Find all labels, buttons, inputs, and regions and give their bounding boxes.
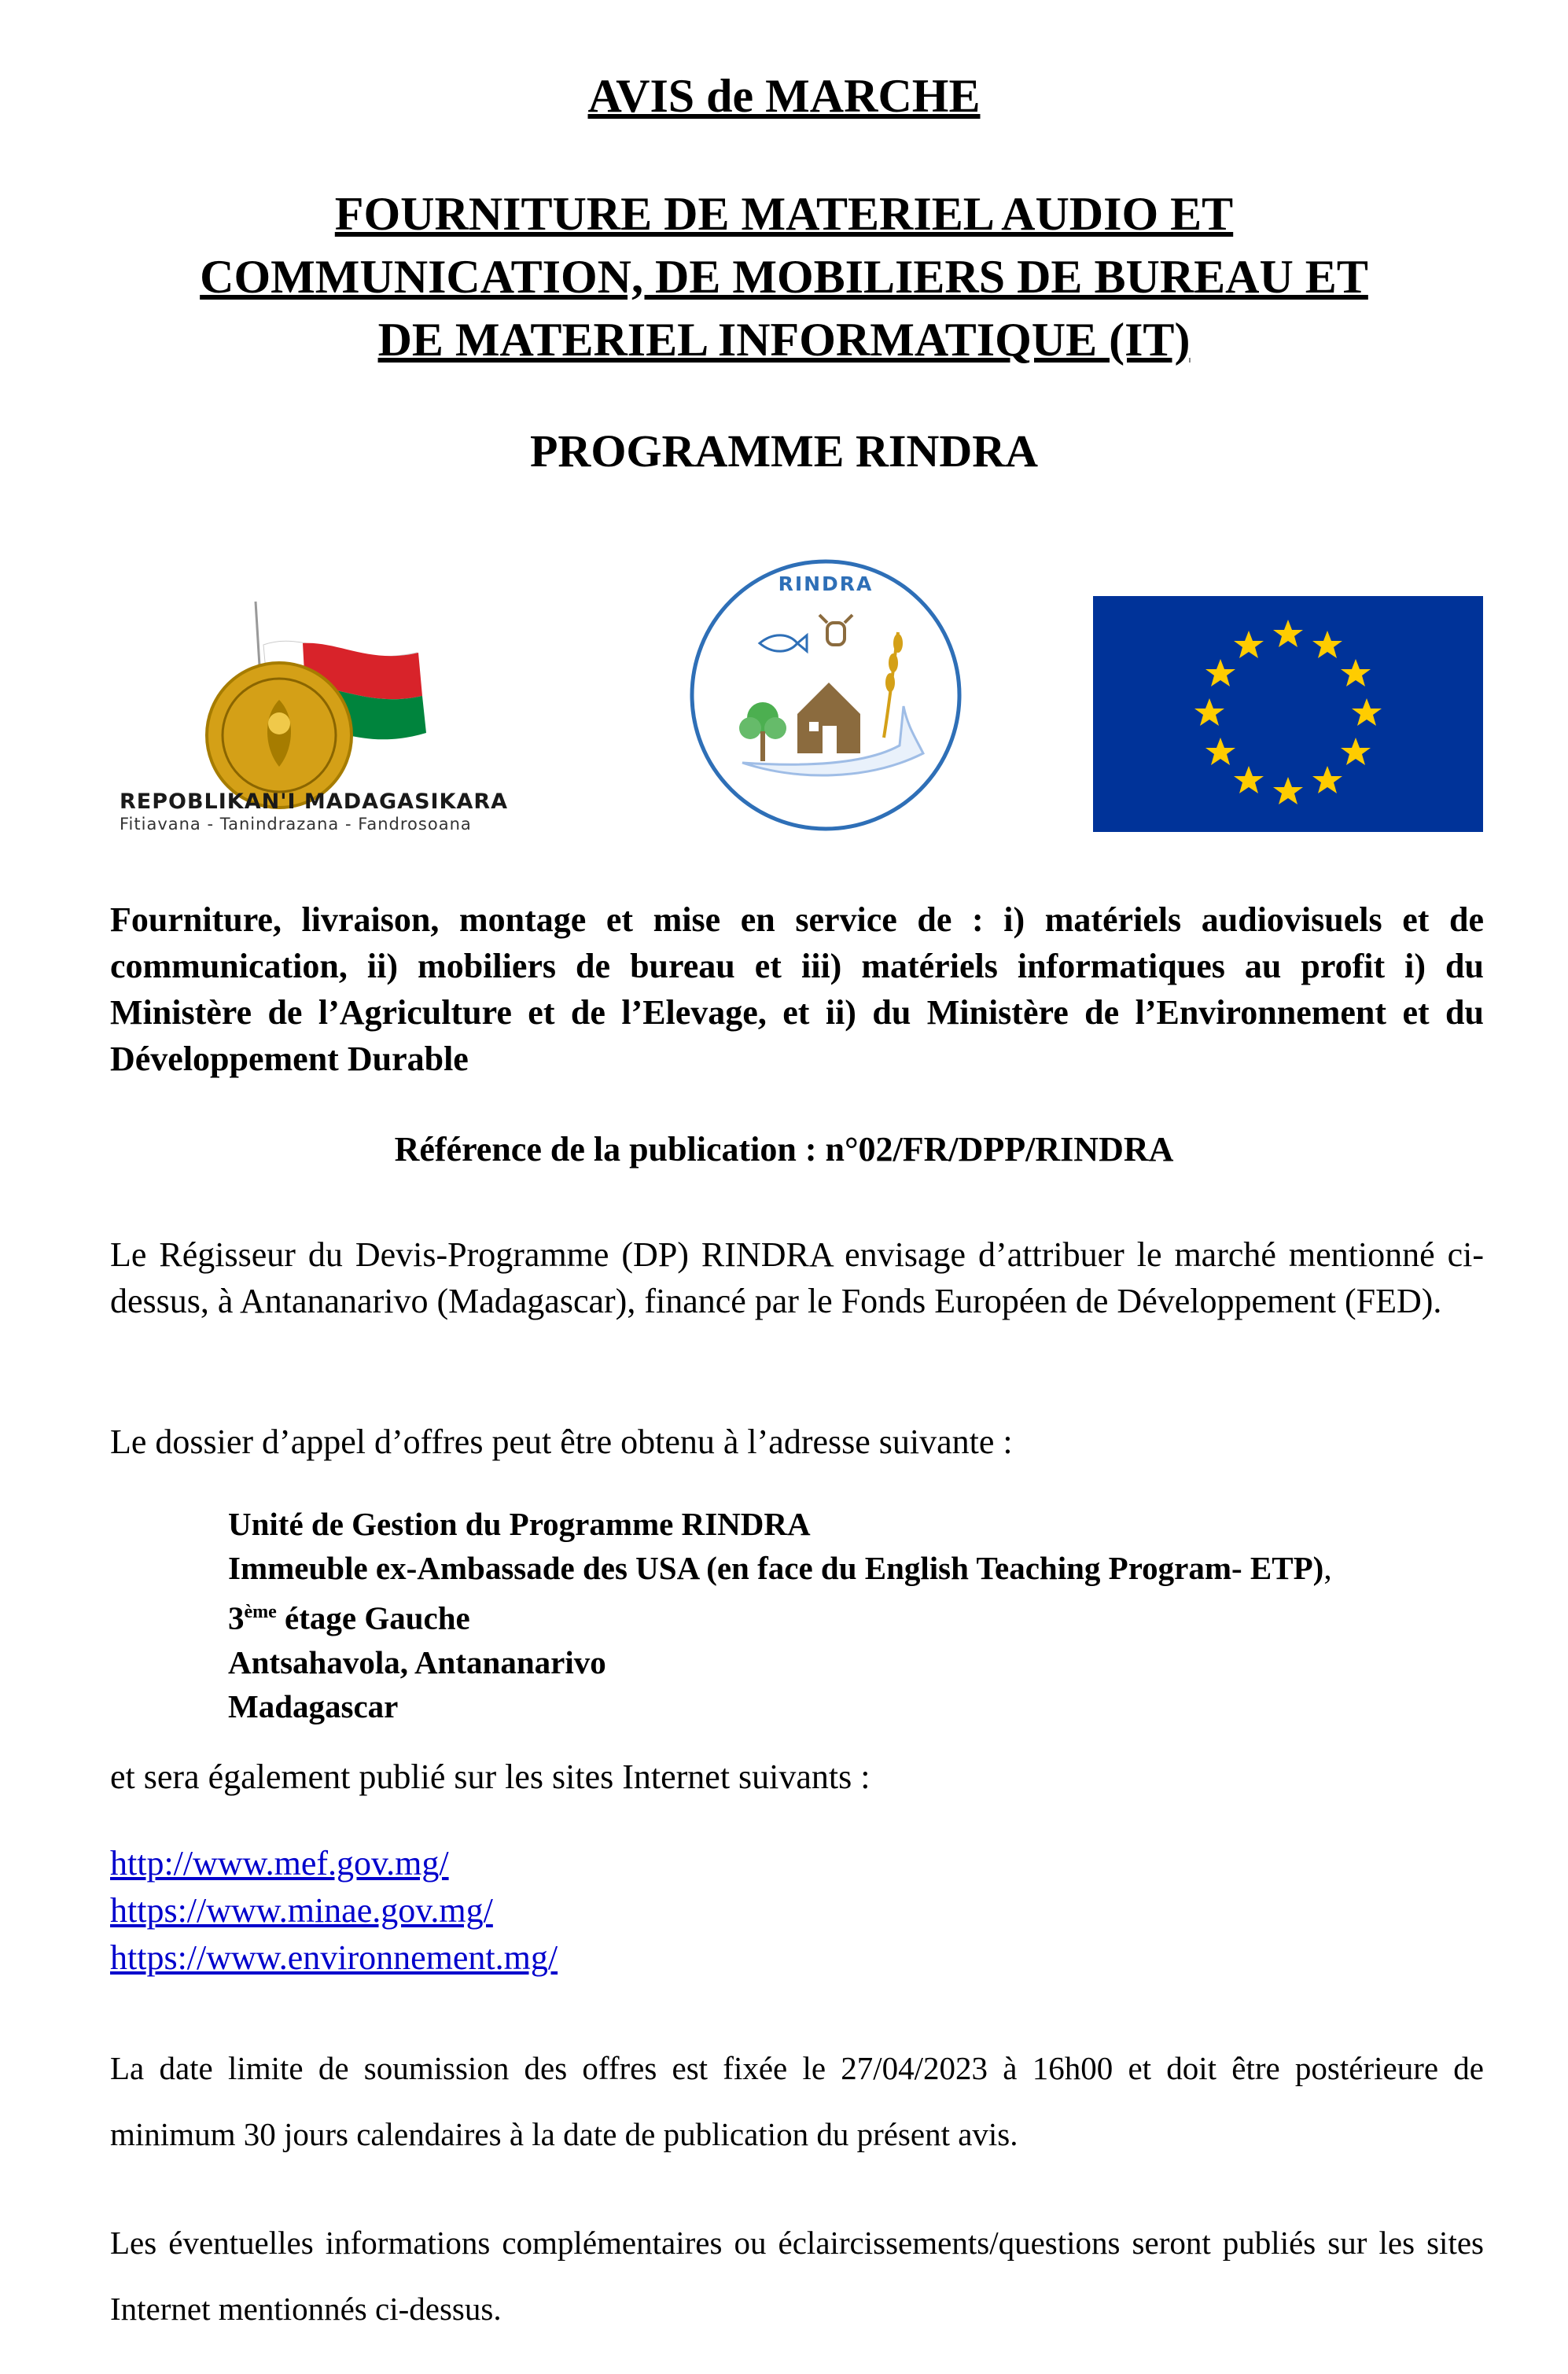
link-minae[interactable]: https://www.minae.gov.mg/: [110, 1891, 493, 1930]
rindra-label: RINDRA: [778, 572, 874, 595]
address-floor-sup: ème: [244, 1602, 277, 1622]
eu-stars-icon: [1093, 596, 1483, 832]
subject-line-1: FOURNITURE DE MATERIEL AUDIO ET: [334, 188, 1234, 240]
address-line-3: [228, 1590, 1332, 1640]
dossier-intro: Le dossier d’appel d’offres peut être obtenu à l’adresse suivante :: [110, 1423, 1013, 1461]
rindra-logo: [687, 557, 964, 834]
madagascar-logo: [110, 598, 535, 841]
address-line-2-comma: ,: [1323, 1550, 1332, 1586]
notice-title: AVIS de MARCHE: [587, 70, 981, 122]
address-line-2-text: Immeuble ex-Ambassade des USA (en face du English Teaching Program- ETP): [228, 1550, 1324, 1586]
publication-reference: Référence de la publication : n°02/FR/DPP/RINDRA: [394, 1130, 1174, 1169]
description: Fourniture, livraison, montage et mise en service de : i) matériels audiovisuels et de communication, ii) mobiliers de bureau et iii) matériels informatiques au profit i) du Ministère de l’Agriculture et de l’Elevage, et ii) du Ministère de l’Environnement et du Développement Durable: [110, 900, 1484, 1078]
web-intro: et sera également publié sur les sites Internet suivants :: [110, 1757, 870, 1796]
deadline-paragraph: La date limite de soumission des offres est fixée le 27/04/2023 à 16h00 et doit être postérieure de minimum 30 jours calendaires à la date de publication du présent avis.: [110, 2050, 1484, 2152]
address-line-5: Madagascar: [228, 1688, 399, 1724]
link-environnement[interactable]: https://www.environnement.mg/: [110, 1938, 558, 1977]
notice-subject: [0, 182, 1568, 371]
closing-paragraph: Les éventuelles informations complémentaires ou éclaircissements/questions seront publiés sur les sites Internet mentionnés ci-dessus.: [110, 2225, 1484, 2327]
programme-heading: PROGRAMME RINDRA: [530, 425, 1038, 477]
subject-line-2: COMMUNICATION, DE MOBILIERS DE BUREAU ET: [200, 251, 1368, 303]
intro-paragraph: Le Régisseur du Devis-Programme (DP) RINDRA envisage d’attribuer le marché mentionné ci-dessus, à Antananarivo (Madagascar), financé par le Fonds Européen de Développement (FED).: [110, 1235, 1484, 1320]
subject-line-3: DE MATERIEL INFORMATIQUE (IT): [377, 314, 1191, 366]
address-line-4: Antsahavola, Antananarivo: [228, 1643, 606, 1680]
address-floor-number: 3: [228, 1599, 245, 1636]
address-line-1: Unité de Gestion du Programme RINDRA: [228, 1506, 811, 1542]
link-mef[interactable]: http://www.mef.gov.mg/: [110, 1844, 449, 1883]
address-line-2: [228, 1546, 1332, 1590]
eu-flag: [1093, 596, 1483, 832]
links-list: [110, 1840, 558, 1982]
madagascar-name: REPOBLIKAN'I MADAGASIKARA: [120, 789, 509, 814]
address-floor-text: étage Gauche: [276, 1599, 470, 1636]
madagascar-motto: Fitiavana - Tanindrazana - Fandrosoana: [120, 815, 472, 834]
address-block: [228, 1502, 1332, 1728]
rindra-emblem-icon: [687, 557, 964, 834]
